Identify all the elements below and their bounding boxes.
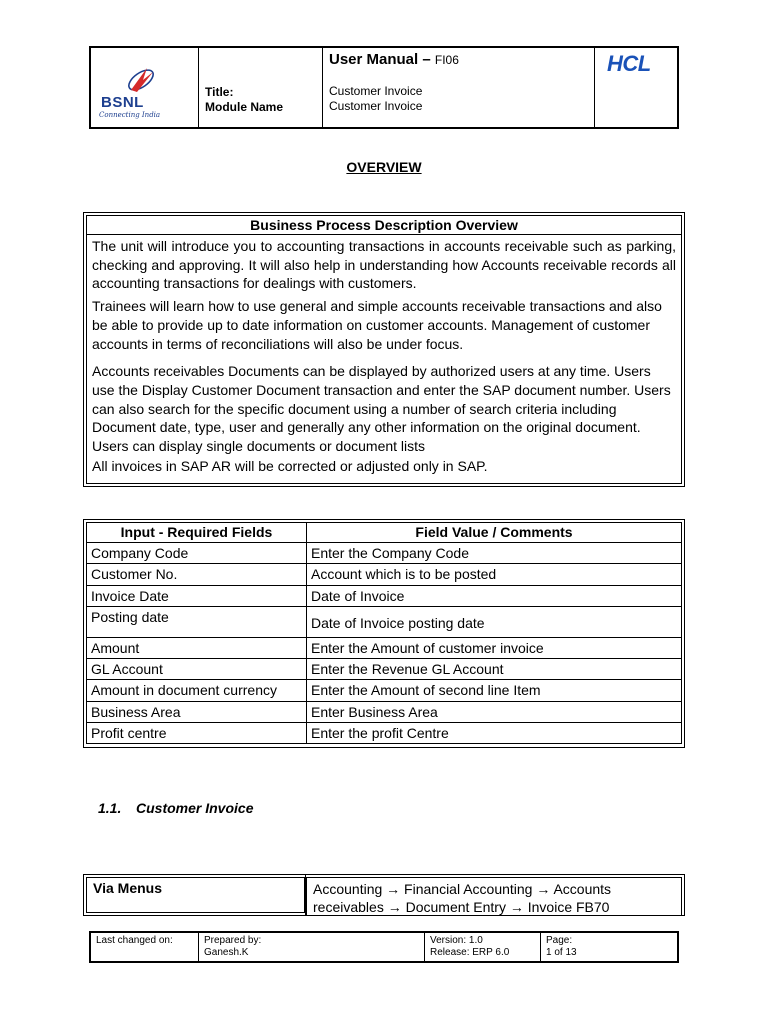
via-menus-label: Via Menus	[86, 877, 305, 913]
field-comment: Enter the Revenue GL Account	[307, 659, 682, 680]
manual-code: FI06	[434, 53, 459, 67]
table-row	[87, 680, 682, 701]
menu-path-line-1: Accounting → Financial Accounting → Accounts	[313, 881, 612, 897]
field-name: Amount in document currency	[87, 680, 307, 701]
bsnl-logo-tagline: Connecting India	[99, 111, 161, 119]
version-text: Version: 1.0	[430, 935, 483, 946]
field-comment: Enter the Amount of second line Item	[307, 680, 682, 701]
field-comment: Enter the Amount of customer invoice	[307, 637, 682, 658]
field-comment: Enter the Company Code	[307, 543, 682, 564]
footer-page	[541, 933, 677, 961]
field-comment: Date of Invoice posting date	[307, 606, 682, 637]
table-row	[87, 701, 682, 722]
header-label-cell	[199, 48, 323, 127]
table-row	[87, 659, 682, 680]
field-comment: Account which is to be posted	[307, 564, 682, 585]
table-row	[87, 637, 682, 658]
via-menus-table	[83, 874, 685, 916]
document-header	[89, 46, 679, 129]
table-row	[87, 585, 682, 606]
last-changed-label: Last changed on:	[96, 935, 173, 946]
prepared-by-label: Prepared by:	[204, 935, 262, 946]
table-header-row	[87, 523, 682, 543]
bp-paragraph-3: Accounts receivables Documents can be displayed by authorized users at any time. Users use the Display Customer Document transaction and enter the SAP document number. Users can also search for the specific document using a number of search criteria including Document date, type, user and generally any other information on the original document. Users can display single documents or document lists	[92, 363, 671, 455]
page-label: Page:	[546, 935, 573, 946]
prepared-by-value: Ganesh.K	[204, 947, 249, 958]
title-value: Customer Invoice	[329, 84, 423, 98]
menu-path-line-2: receivables → Document Entry → Invoice FB70	[313, 899, 610, 915]
module-label: Module Name	[205, 100, 284, 114]
module-value: Customer Invoice	[329, 99, 423, 113]
overview-heading: OVERVIEW	[346, 159, 422, 175]
section-title: Customer Invoice	[136, 800, 254, 816]
section-number: 1.1.	[98, 800, 122, 816]
header-company-cell	[595, 48, 677, 127]
column-header-value: Field Value / Comments	[307, 523, 682, 543]
field-comment: Enter Business Area	[307, 701, 682, 722]
field-name: Business Area	[87, 701, 307, 722]
table-row	[87, 606, 682, 637]
field-name: GL Account	[87, 659, 307, 680]
via-menus-path	[306, 877, 682, 915]
user-manual-label	[329, 51, 459, 68]
document-footer	[89, 931, 679, 963]
business-process-heading: Business Process Description Overview	[87, 216, 681, 235]
field-name: Profit centre	[87, 723, 307, 744]
required-fields-table-box	[83, 519, 685, 748]
table-row	[87, 723, 682, 744]
column-header-input: Input - Required Fields	[87, 523, 307, 543]
field-comment: Enter the profit Centre	[307, 723, 682, 744]
bp-paragraph-1: The unit will introduce you to accounting transactions in accounts receivable such as parking, checking and approving. It will also help in understanding how Accounts receivable records all accounting transactions for dealings with customers.	[92, 238, 676, 292]
header-value-cell	[323, 48, 595, 127]
footer-version	[425, 933, 541, 961]
table-row	[87, 564, 682, 585]
field-name: Posting date	[87, 606, 307, 637]
page-value: 1 of 13	[546, 947, 577, 958]
required-fields-table	[86, 522, 682, 744]
field-comment: Date of Invoice	[307, 585, 682, 606]
hcl-logo: HCL	[607, 51, 651, 76]
manual-label-text: User Manual –	[329, 51, 431, 68]
field-name: Invoice Date	[87, 585, 307, 606]
table-row	[87, 543, 682, 564]
business-process-box	[83, 212, 685, 487]
title-label: Title:	[205, 85, 234, 99]
bp-paragraph-4: All invoices in SAP AR will be corrected or adjusted only in SAP.	[92, 457, 488, 474]
field-name: Amount	[87, 637, 307, 658]
section-heading	[98, 800, 253, 816]
bsnl-logo-text: BSNL	[101, 94, 144, 111]
footer-prepared-by	[199, 933, 425, 961]
release-text: Release: ERP 6.0	[430, 947, 510, 958]
header-logo-cell	[91, 48, 199, 127]
field-name: Customer No.	[87, 564, 307, 585]
bp-paragraph-2: Trainees will learn how to use general and simple accounts receivable transactions and also be able to provide up to date information on customer accounts. Management of customer accounts in terms of reconciliations will also be under focus.	[92, 298, 662, 352]
field-name: Company Code	[87, 543, 307, 564]
footer-last-changed	[91, 933, 199, 961]
